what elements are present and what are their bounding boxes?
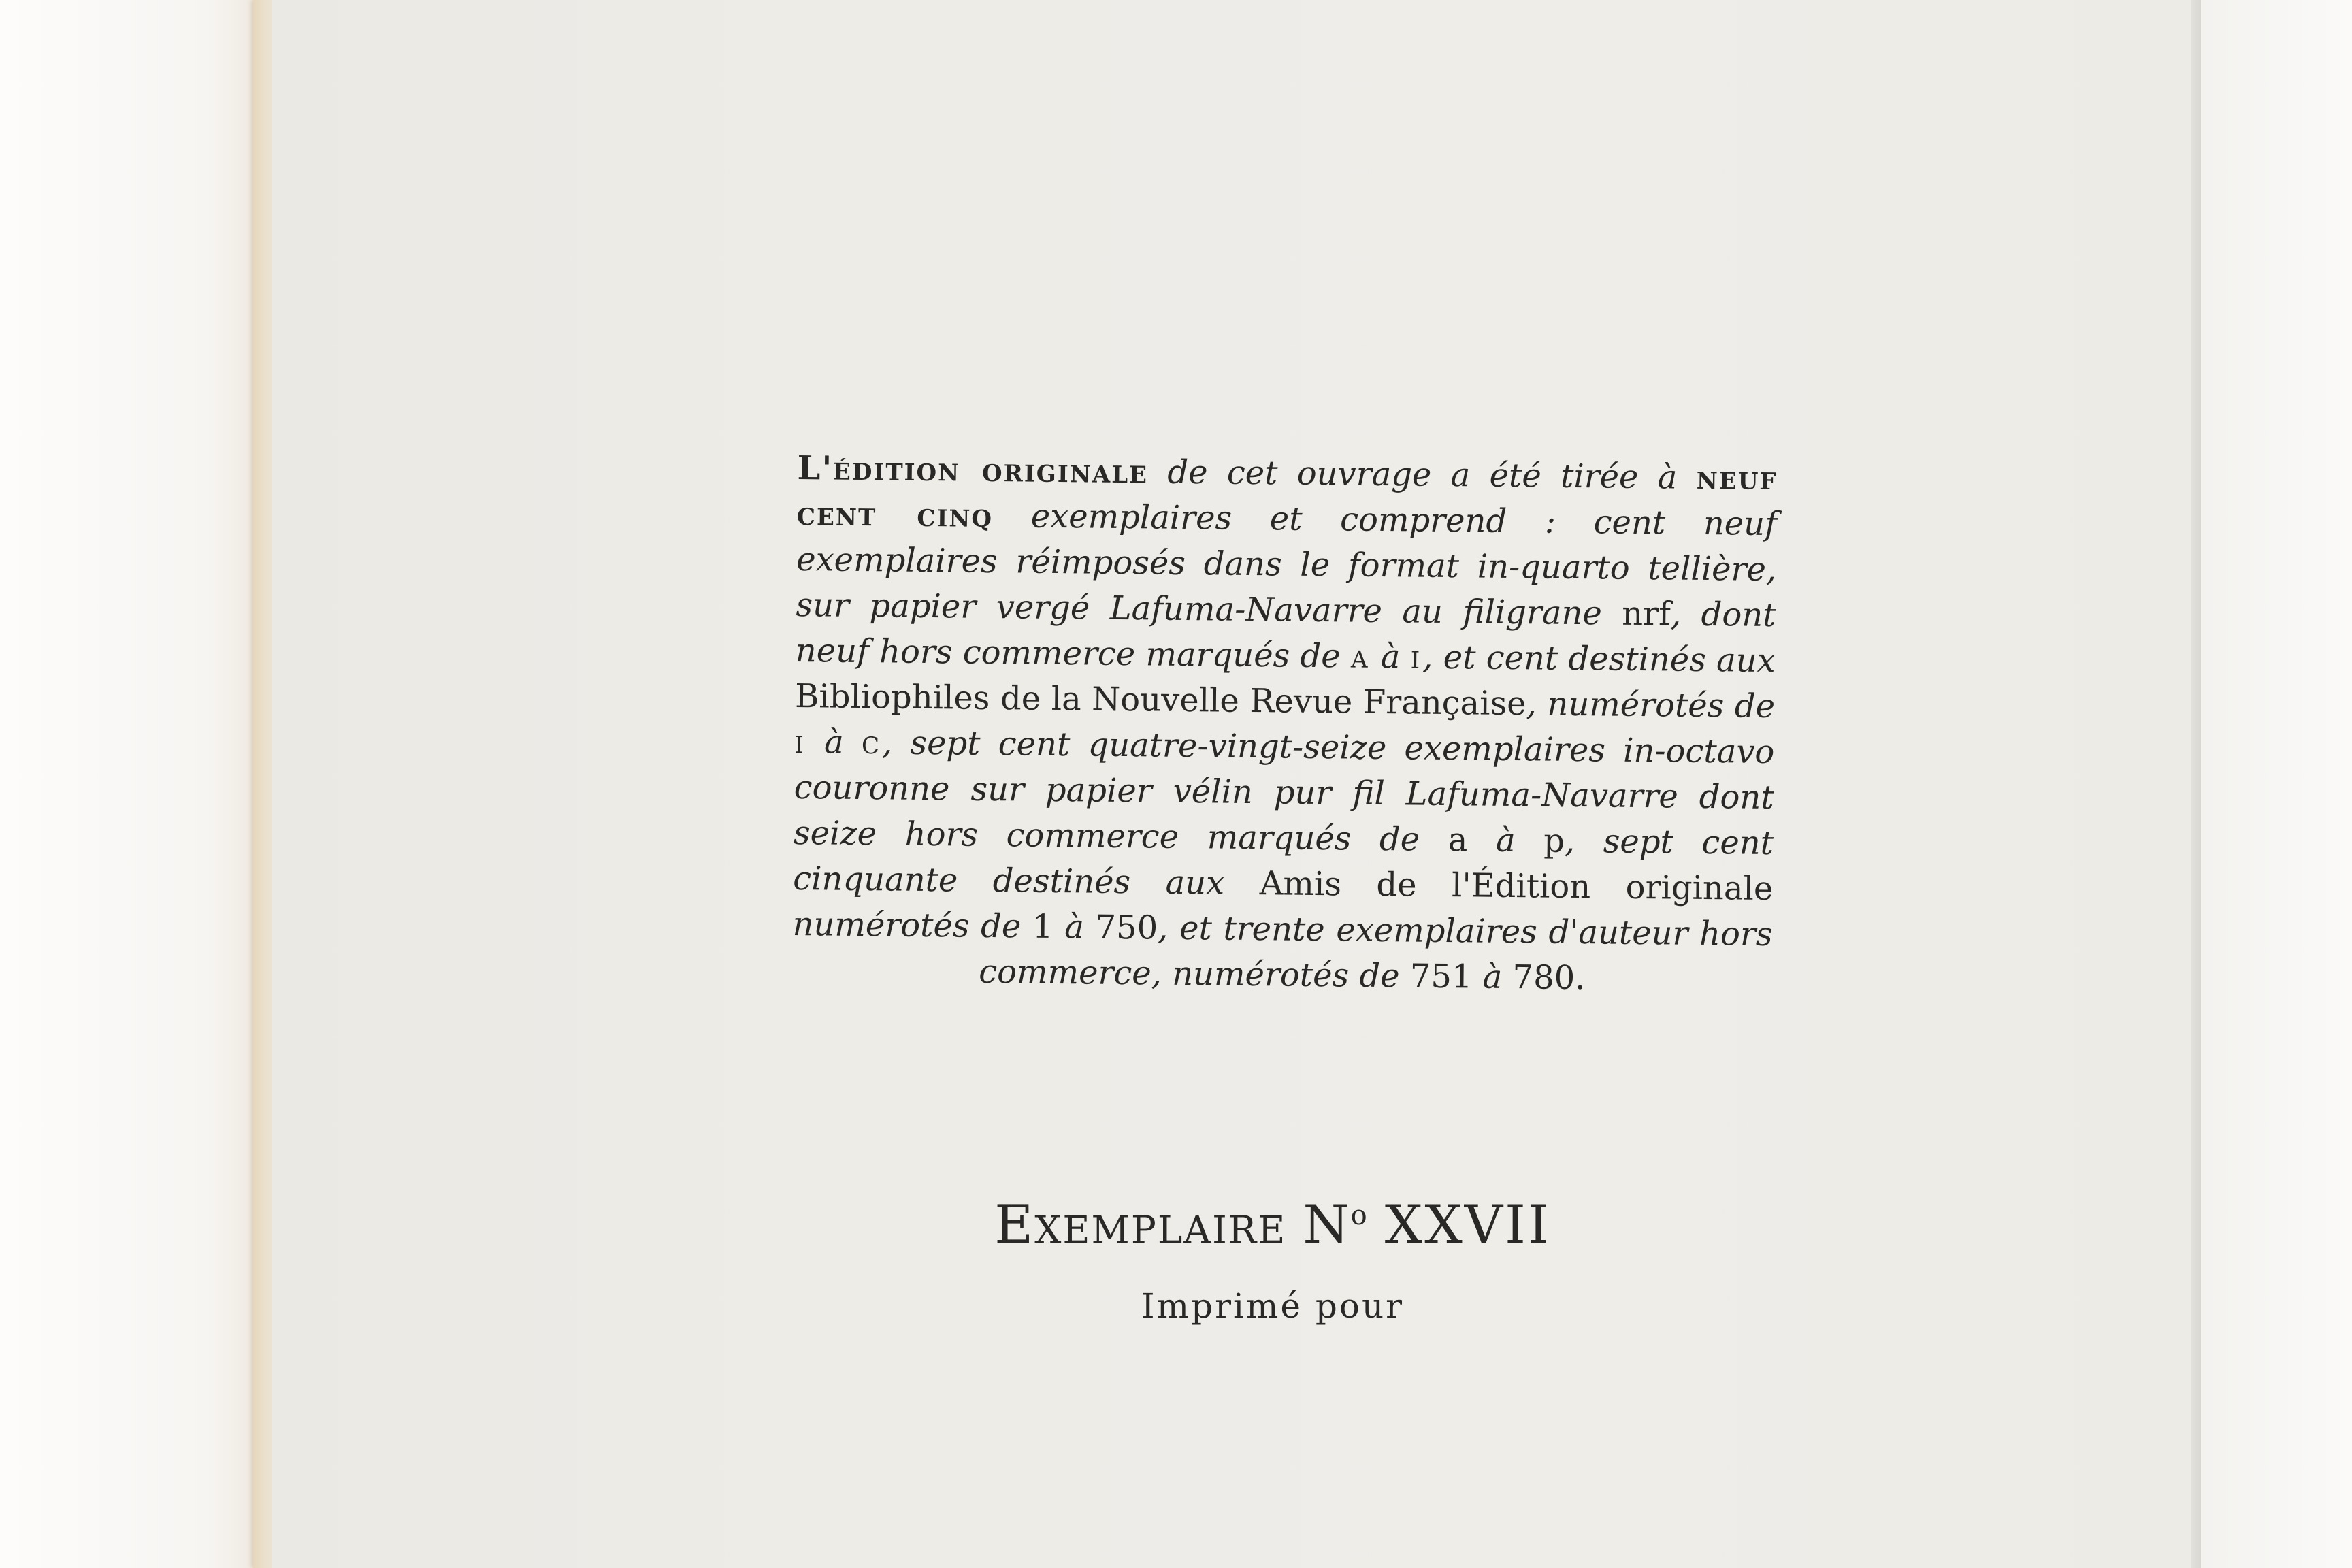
letter-marker: i <box>1410 638 1423 676</box>
bibliophiles-name: Bibliophiles de la Nouvelle Revue Française <box>794 676 1526 723</box>
page-right-edge <box>2191 0 2201 1568</box>
print-run-caps: neuf cent cinq <box>796 458 1778 536</box>
colophon-text: à <box>1370 637 1411 676</box>
nrf-mark: nrf <box>1622 594 1671 634</box>
colophon-text: , sept cent quatre-vingt-seize exemplaires in-octavo couronne sur papier vélin pur fil Lafuma-Navarre dont seize hors commerce marqués de <box>793 723 1775 860</box>
colophon-text: à <box>1472 958 1513 997</box>
colophon-period: . <box>1574 959 1586 998</box>
number-marker: 751 <box>1409 957 1473 996</box>
printed-for-line: Imprimé pour <box>1141 1286 1405 1326</box>
number-marker: 780 <box>1512 958 1575 998</box>
numeral-marker: c <box>861 723 883 762</box>
colophon-text: numérotés de <box>792 904 1033 946</box>
background-left <box>0 0 259 1568</box>
copy-number-heading <box>817 1194 1729 1256</box>
letter-marker: p <box>1543 821 1565 860</box>
numero-abbrev <box>1303 1194 1368 1256</box>
numero-letter: N <box>1303 1194 1351 1256</box>
colophon-text: , numérotés de <box>1526 685 1776 726</box>
colophon-text: , sept cent cinquante destinés aux <box>793 821 1774 903</box>
numeral-marker: i <box>794 722 807 762</box>
number-marker: 1 <box>1032 907 1054 946</box>
colophon-justification <box>792 446 1778 1003</box>
edition-originale-caps: L'édition originale <box>797 448 1149 491</box>
amis-name: Amis de l'Édition originale <box>1259 864 1774 909</box>
letter-marker: a <box>1448 821 1468 860</box>
colophon-text: , et trente exemplaires d'auteur hors commerce, numérotés de <box>979 909 1773 996</box>
colophon-text: de cet ouvrage a été tirée à <box>1147 453 1697 497</box>
colophon-text: , dont neuf hors commerce marqués de <box>795 595 1776 676</box>
number-marker: 750 <box>1095 908 1158 947</box>
colophon-text: à <box>1467 821 1544 860</box>
copy-number: XXVII <box>1384 1194 1551 1256</box>
letter-marker: a <box>1350 637 1371 676</box>
colophon-text: , et cent destinés aux <box>1422 638 1776 681</box>
colophon-text: exemplaires et comprend : cent neuf exemplaires réimposés dans le format in-quarto tellière, sur papier vergé Lafuma-Navarre au filigrane <box>796 497 1778 633</box>
exemplaire-label: Exemplaire <box>994 1194 1287 1256</box>
background-right <box>2201 0 2352 1568</box>
colophon-text: à <box>806 723 862 762</box>
numero-superscript: o <box>1350 1200 1369 1231</box>
colophon-text: à <box>1053 907 1096 947</box>
